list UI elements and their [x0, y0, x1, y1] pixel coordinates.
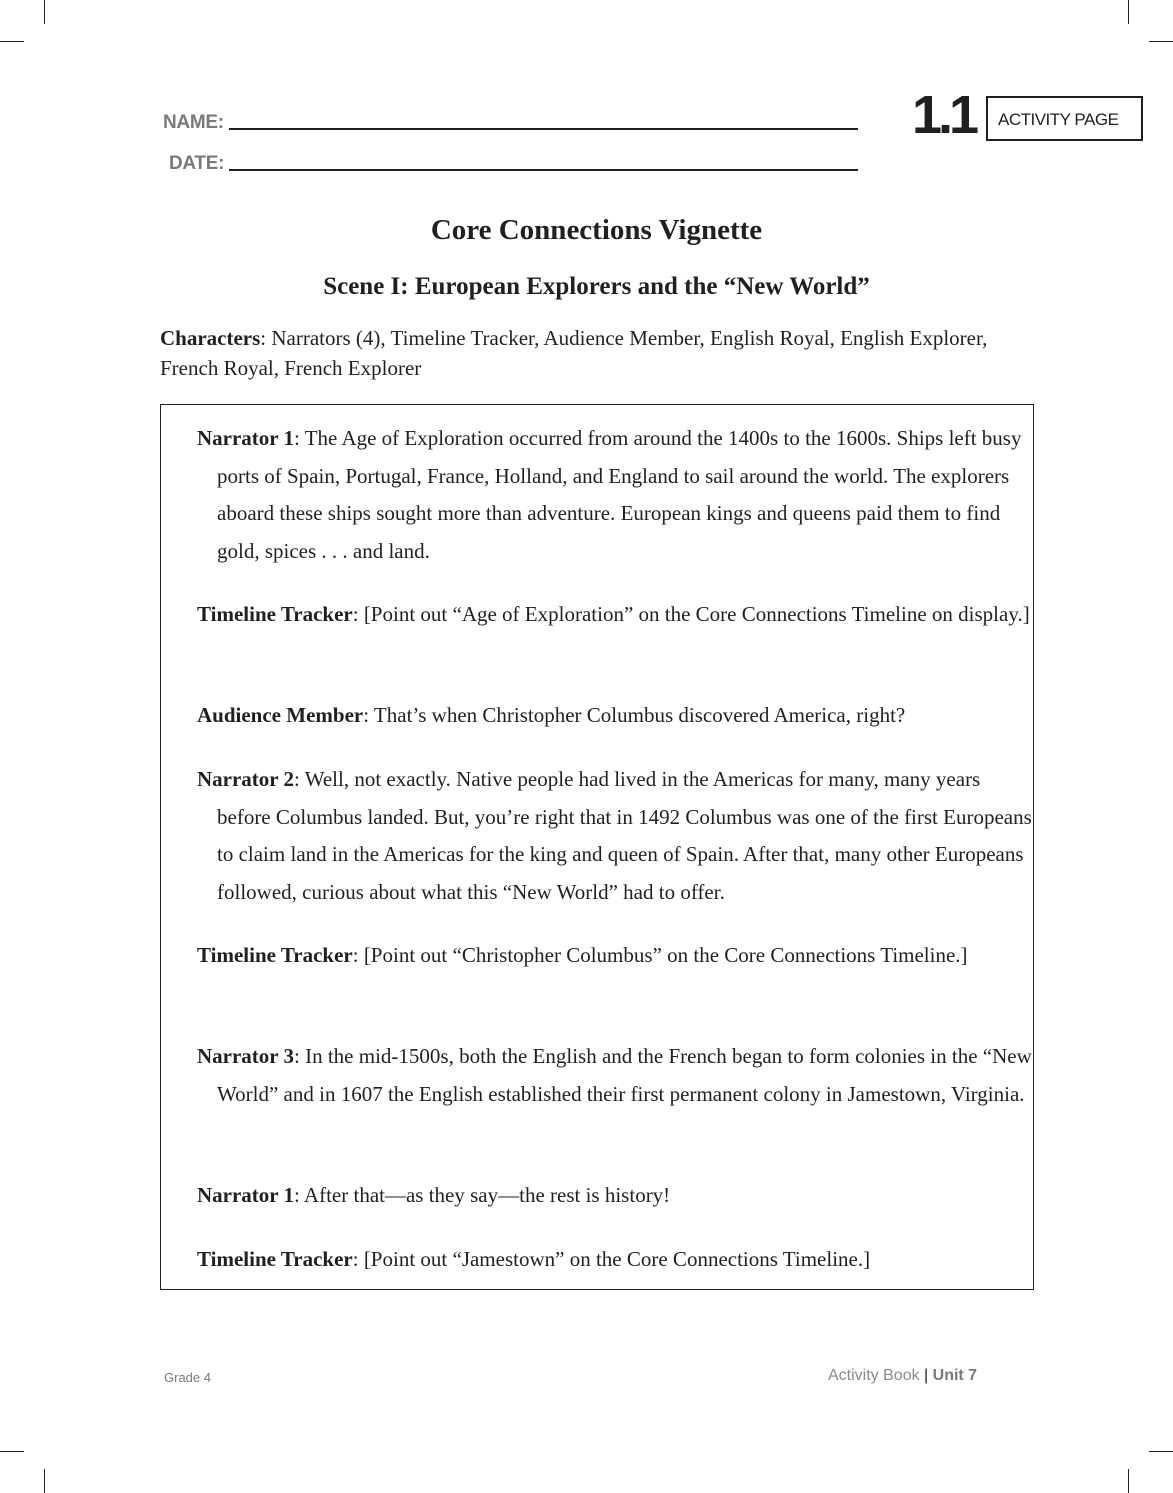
footer-book-unit — [828, 1367, 977, 1385]
line-text: : [Point out “Jamestown” on the Core Connections Timeline.] — [352, 1247, 871, 1271]
scene-subtitle: Scene I: European Explorers and the “New World” — [323, 273, 870, 300]
script-line — [197, 761, 1037, 911]
script-line — [197, 697, 1037, 735]
speaker: Narrator 1 — [197, 426, 294, 450]
script-line — [197, 937, 1037, 975]
characters-list — [160, 323, 1040, 383]
footer-separator: | — [924, 1367, 929, 1384]
speaker: Narrator 3 — [197, 1044, 294, 1068]
crop-mark — [1128, 0, 1129, 24]
script-line — [197, 1241, 1037, 1279]
name-label: NAME: — [163, 112, 224, 133]
speaker: Timeline Tracker — [197, 1247, 353, 1271]
date-label: DATE: — [169, 153, 225, 174]
speaker: Timeline Tracker — [197, 943, 353, 967]
date-field[interactable] — [229, 169, 858, 171]
line-text: : In the mid-1500s, both the English and the French began to form colonies in the “New World” and in 1607 the English established their first permanent colony in Jamestown, Virginia. — [217, 1044, 1032, 1106]
crop-mark — [44, 1469, 45, 1493]
crop-mark — [1149, 41, 1173, 42]
script-line — [197, 1177, 1037, 1215]
characters-label: Characters — [160, 326, 261, 350]
footer-book: Activity Book — [828, 1367, 925, 1384]
script-line — [197, 596, 1037, 634]
line-text: : [Point out “Christopher Columbus” on the Core Connections Timeline.] — [352, 943, 968, 967]
line-text: : After that—as they say—the rest is history! — [294, 1183, 671, 1207]
script-box — [160, 404, 1034, 1290]
activity-tag-label: ACTIVITY PAGE — [998, 110, 1119, 129]
page-title: Core Connections Vignette — [430, 214, 763, 246]
speaker: Narrator 1 — [197, 1183, 294, 1207]
script-line — [197, 1038, 1037, 1113]
speaker: Timeline Tracker — [197, 602, 353, 626]
crop-mark — [0, 1451, 24, 1452]
speaker: Audience Member — [197, 703, 364, 727]
crop-mark — [44, 0, 45, 24]
crop-mark — [1149, 1451, 1173, 1452]
characters-text: : Narrators (4), Timeline Tracker, Audience Member, English Royal, English Explorer, French Royal, French Explorer — [160, 326, 988, 380]
crop-mark — [0, 41, 24, 42]
line-text: : Well, not exactly. Native people had lived in the Americas for many, many years before Columbus landed. But, you’re right that in 1492 Columbus was one of the first Europeans to claim land in the Americas for the king and queen of Spain. After that, many other Europeans followed, curious about what this “New World” had to offer. — [217, 767, 1032, 904]
script-line — [197, 420, 1037, 570]
footer-grade: Grade 4 — [164, 1370, 211, 1385]
crop-mark — [1128, 1469, 1129, 1493]
line-text: : [Point out “Age of Exploration” on the Core Connections Timeline on display.] — [352, 602, 1030, 626]
speaker: Narrator 2 — [197, 767, 294, 791]
name-field[interactable] — [229, 128, 858, 130]
line-text: : That’s when Christopher Columbus discovered America, right? — [363, 703, 906, 727]
activity-number: 1.1 — [912, 85, 976, 145]
footer-unit: Unit 7 — [928, 1367, 978, 1384]
activity-tag — [986, 96, 1143, 141]
line-text: : The Age of Exploration occurred from around the 1400s to the 1600s. Ships left busy ports of Spain, Portugal, France, Holland, and England to sail around the world. The explorers aboard these ships sought more than adventure. European kings and queens paid them to find gold, spices . . . and land. — [217, 426, 1022, 563]
